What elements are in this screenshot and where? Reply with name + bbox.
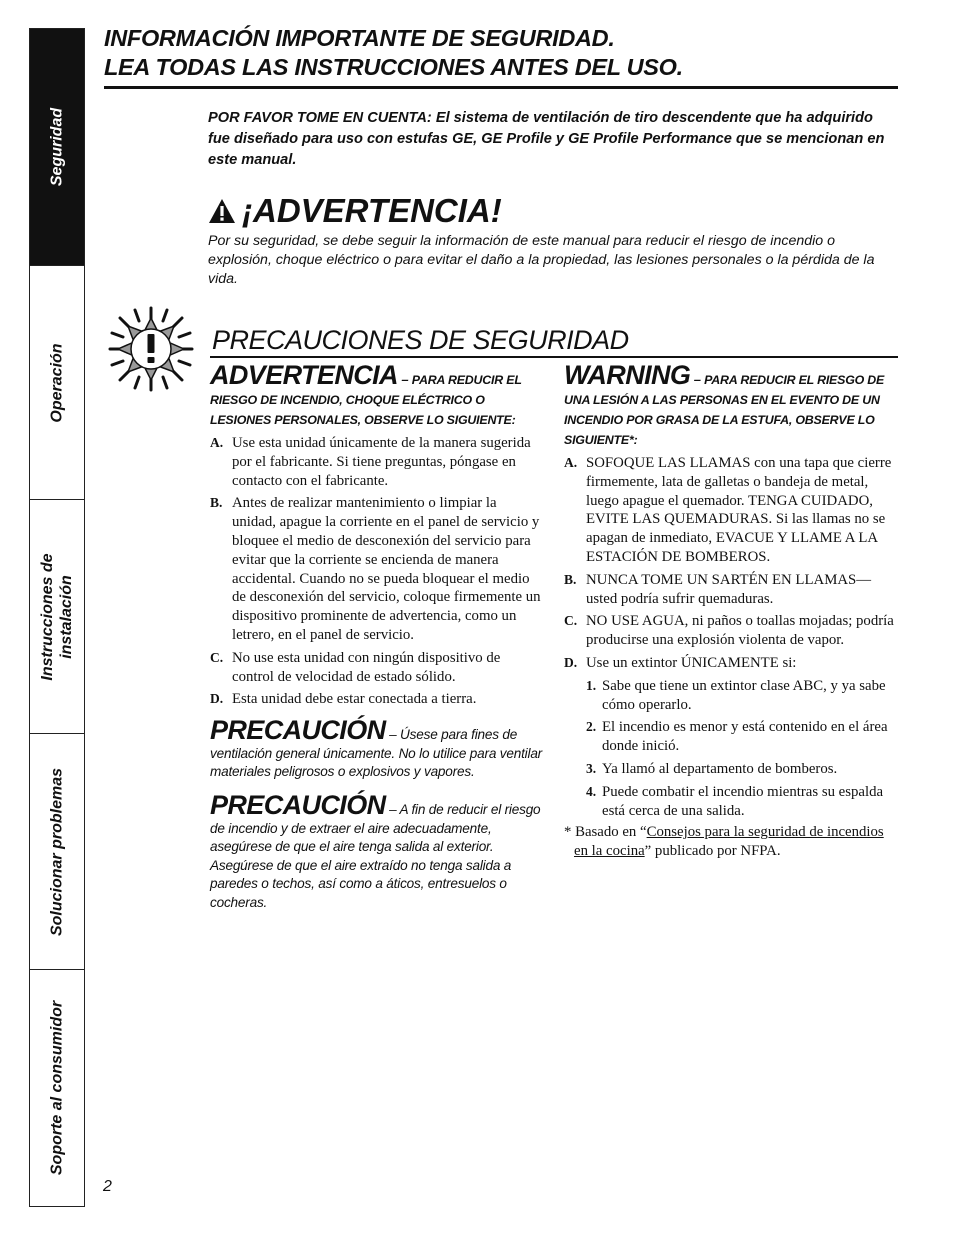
warning-label: WARNING <box>564 360 691 390</box>
footnote-prefix: * Basado en “ <box>564 824 647 841</box>
list-item-key: D. <box>564 654 578 670</box>
precaucion-1-dash: – <box>385 727 401 743</box>
precaucion-1-label: PRECAUCIÓN <box>210 715 386 746</box>
tab-seguridad[interactable] <box>30 29 84 266</box>
list-item <box>564 612 898 650</box>
tab-operacion-label: Operación <box>48 342 66 423</box>
list-item-text: Use un extintor ÚNICAMENTE si: <box>586 654 797 671</box>
warning-triangle-icon <box>208 198 236 224</box>
list-item <box>564 454 898 567</box>
sub-list-item-text: Sabe que tiene un extintor clase ABC, y ya sabe cómo operarlo. <box>602 677 886 713</box>
advertencia-dash: – <box>397 372 412 387</box>
tab-instalacion-line1: Instrucciones de <box>39 552 56 681</box>
sub-list-item <box>586 718 898 756</box>
warning-dash: – <box>690 372 705 387</box>
list-item <box>210 434 544 490</box>
sub-list-item-key: 1. <box>586 677 597 693</box>
list-item-key: A. <box>564 455 578 470</box>
sub-list-item-text: Ya llamó al departamento de bomberos. <box>602 760 838 777</box>
list-item-key: B. <box>564 571 577 587</box>
header-line-1: INFORMACIÓN IMPORTANTE DE SEGURIDAD. <box>104 25 615 51</box>
warning-text: PARA REDUCIR EL RIESGO DE UNA LESIÓN A LAS PERSONAS EN EL EVENTO DE UN INCENDIO POR GRASA DE LA ESTUFA, OBSERVE LO SIGUIENTE*: <box>564 373 885 447</box>
tab-instalacion-line2: instalación <box>58 574 75 659</box>
precaucion-1-text: Úsese para fines de ventilación general únicamente. No lo utilice para ventilar materiales peligrosos o explosivos y vapores. <box>210 727 543 780</box>
precaucion-1 <box>210 717 544 782</box>
left-column <box>210 362 544 913</box>
sub-list-item-text: El incendio es menor y está contenido en el área donde inició. <box>602 719 888 755</box>
footnote-suffix: ” publicado por NFPA. <box>644 843 781 860</box>
tab-consumidor-label: Soporte al consumidor <box>48 1000 66 1176</box>
list-item-key: A. <box>210 435 224 450</box>
precaucion-2-dash: – <box>385 801 400 817</box>
precaucion-2-text: A fin de reducir el riesgo de incendio y de extraer el aire adecuadamente, asegúrese de que el aire tenga salida al exterior. Asegúrese de que el aire extraído no tenga salida a paredes o techos, así como a áticos, entresuelos o cocheras. <box>210 801 541 910</box>
tab-instalacion[interactable] <box>30 500 84 734</box>
header-line-2: LEA TODAS LAS INSTRUCCIONES ANTES DEL USO. <box>104 54 683 80</box>
notice-paragraph: POR FAVOR TOME EN CUENTA: El sistema de ventilación de tiro descendente que ha adquirido fue diseñado para uso con estufas GE, GE Profile y GE Profile Performance que se mencionan en este manual. <box>208 110 885 168</box>
tab-problemas-label: Solucionar problemas <box>48 767 66 936</box>
warning-lead <box>564 362 898 450</box>
warning-title: ¡ADVERTENCIA! <box>242 192 502 229</box>
sub-list-item-key: 2. <box>586 719 597 735</box>
advertencia-lead <box>210 362 544 430</box>
sub-list-item <box>586 677 898 715</box>
section-tabs <box>29 28 85 1207</box>
list-item-key: C. <box>564 613 578 629</box>
section-rule <box>210 356 898 358</box>
sub-list-item-text: Puede combatir el incendio mientras su espalda está cerca de una salida. <box>602 783 884 819</box>
tab-problemas[interactable] <box>30 734 84 970</box>
sub-list-item-key: 3. <box>586 760 597 776</box>
tab-instalacion-label <box>38 553 76 680</box>
list-item-text: Esta unidad debe estar conectada a tierra. <box>232 691 477 708</box>
list-item <box>210 494 544 644</box>
list-item-text: NO USE AGUA, ni paños o toallas mojadas; podría producirse una explosión violenta de vapor. <box>586 613 894 649</box>
section-title: PRECAUCIONES DE SEGURIDAD <box>212 325 629 355</box>
list-item-text: No use esta unidad con ningún dispositivo de control de velocidad de estado sólido. <box>232 649 501 685</box>
list-item <box>564 654 898 673</box>
footnote-link: Consejos para la seguridad de incendios en la cocina <box>574 824 884 860</box>
warning-body: Por su seguridad, se debe seguir la información de este manual para reducir el riesgo de incendio o explosión, choque eléctrico o para evitar el daño a la propiedad, las lesiones personales o la pérdida de la vida. <box>208 233 875 287</box>
list-item <box>564 571 898 609</box>
tab-operacion[interactable] <box>30 266 84 500</box>
list-item-text: NUNCA TOME UN SARTÉN EN LLAMAS— usted podría sufrir quemaduras. <box>586 571 872 607</box>
advertencia-label: ADVERTENCIA <box>210 360 398 390</box>
right-column <box>564 362 898 861</box>
sub-list-item <box>586 783 898 821</box>
page-header <box>104 24 898 89</box>
tab-consumidor[interactable] <box>30 970 84 1206</box>
page-number: 2 <box>103 1178 112 1195</box>
list-item <box>210 649 544 687</box>
list-item-key: D. <box>210 691 224 707</box>
sub-list-item <box>586 760 898 779</box>
list-item-text: SOFOQUE LAS LLAMAS con una tapa que cierre firmemente, lata de galletas o bandeja de metal, luego apague el quemador. TENGA CUIDADO, EVITE LAS QUEMADURAS. Si las llamas no se apagan de inmediato, EVACUE Y LLAME A LA ESTACIÓN DE BOMBEROS. <box>586 455 892 565</box>
list-item-text: Use esta unidad únicamente de la manera sugerida por el fabricante. Si tiene preguntas, póngase en contacto con el fabricante. <box>232 435 531 489</box>
advertencia-text: PARA REDUCIR EL RIESGO DE INCENDIO, CHOQUE ELÉCTRICO O LESIONES PERSONALES, OBSERVE LO SIGUIENTE: <box>210 373 522 427</box>
warning-heading <box>208 192 502 230</box>
list-item-key: B. <box>210 495 223 511</box>
list-item-key: C. <box>210 649 224 665</box>
list-item-text: Antes de realizar mantenimiento o limpiar la unidad, apague la corriente en el panel de servicio y bloquee el medio de desconexión del servicio para evitar que la corriente se encienda de manera accidental. Cuando no se pueda bloquear el medio de desconexión del servicio, coloque firmemente un dispositivo prominente de advertencia, como un letrero, en el panel de servicio. <box>232 495 541 643</box>
list-item <box>210 690 544 709</box>
precaucion-2-label: PRECAUCIÓN <box>210 789 386 820</box>
precaucion-2 <box>210 789 544 913</box>
footnote <box>564 823 898 861</box>
exclamation-burst-icon <box>108 306 194 392</box>
sub-list-item-key: 4. <box>586 783 597 799</box>
tab-seguridad-label: Seguridad <box>48 107 66 187</box>
